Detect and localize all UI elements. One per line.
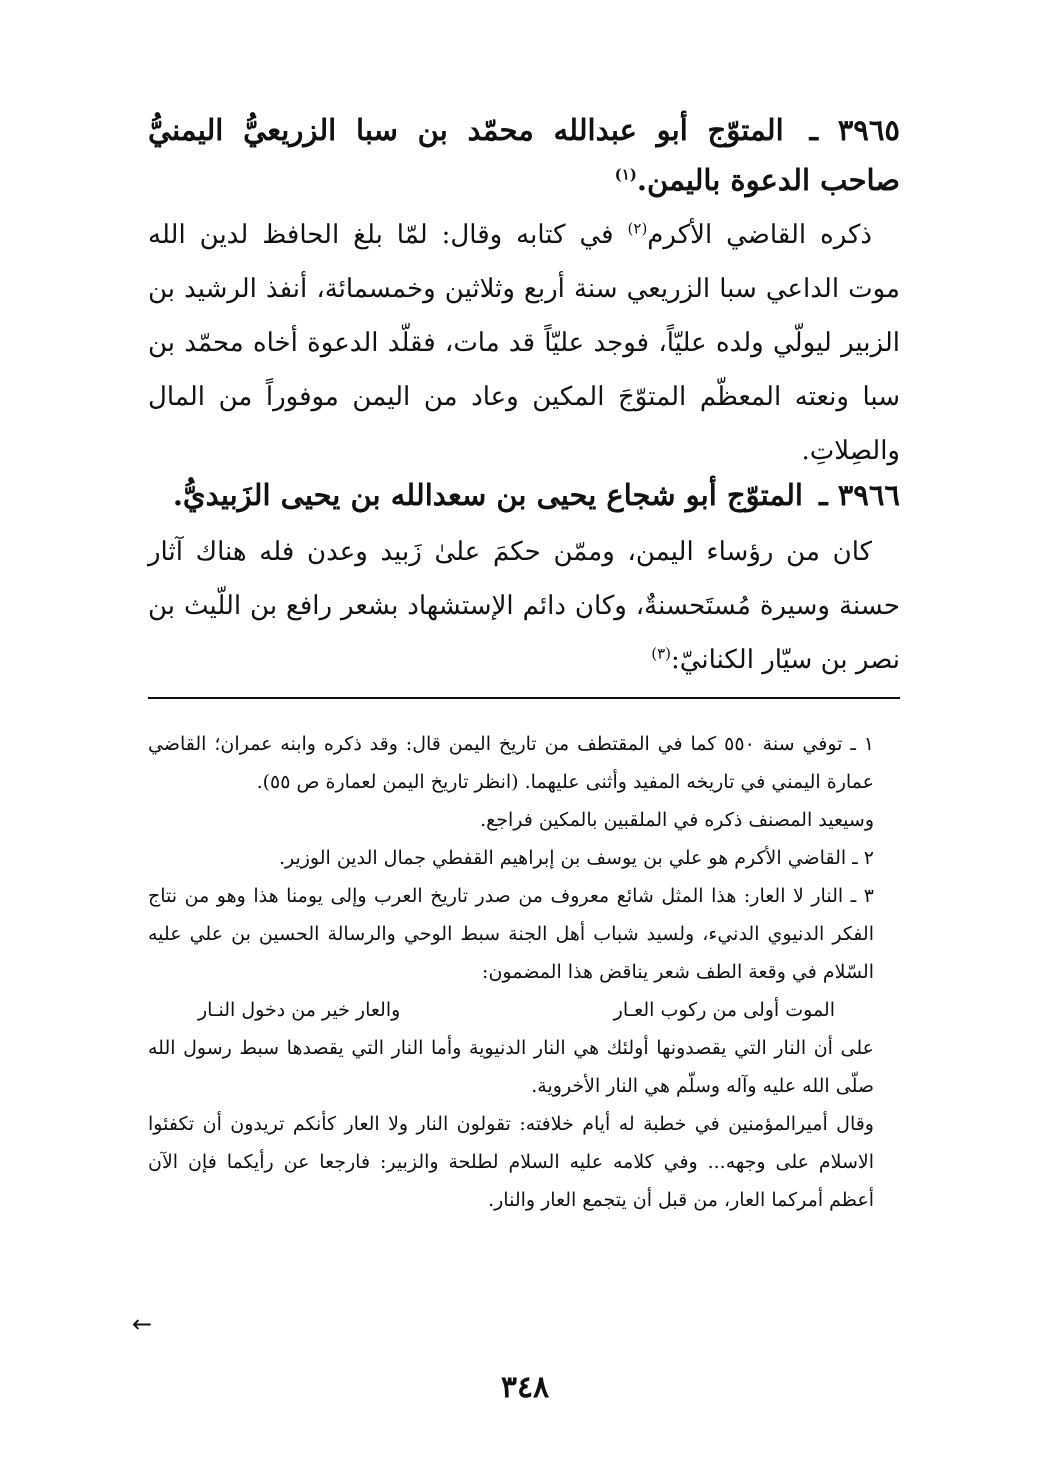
entry-heading-3966: [148, 470, 900, 520]
footnote-ref: (٣): [651, 644, 671, 663]
body-text: في كتابه وقال: لمّا بلغ الحافظ لدين الله موت الداعي سبا الزريعي سنة أربع وثلاثين وخمسمائة، أنفذ الرشيد بن الزبير ليولّي ولده عليّاً، فوجد عليّاً قد مات، فقلّد الدعوة أخاه محمّد بن سبا ونعته المعظّم المتوّجَ المكين وعاد من اليمن موفوراً من المال والصِلاتِ.: [148, 220, 900, 466]
body-text: كان من رؤساء اليمن، وممّن حكمَ علىٰ زَبيد وعدن فله هناك آثار حسنة وسيرة مُستَحسنةٌ، وكان دائم الإستشهاد بشعر رافع بن اللّيث بن نصر بن سيّار الكنانيّ:: [148, 537, 900, 675]
entry-title: المتوّج أبو عبدالله محمّد بن سبا الزريعيُّ اليمنيُّ صاحب الدعوة باليمن.: [148, 113, 900, 197]
entry-number: ٣٩٦٦ ـ: [819, 478, 900, 512]
footnote-ref: (٢): [627, 219, 648, 238]
footnote-divider: [148, 697, 900, 699]
footnote-3-continued: على أن النار التي يقصدونها أولئك هي النار الدنيوية وأما النار التي يقصدها سبط رسول الله صلّى الله عليه وآله وسلّم هي النار الأخروية.: [148, 1037, 874, 1097]
footnotes: [148, 725, 900, 1219]
entry-title: المتوّج أبو شجاع يحيى بن سعدالله بن يحيى الزَبيديُّ.: [172, 478, 803, 512]
verse-hemistich-right: الموت أولى من ركوب العـار: [613, 999, 835, 1021]
footnote-3-quote: وقال أميرالمؤمنين في خطبة له أيام خلافته: تقولون النار ولا العار كأنكم تريدون أن تكفئوا الاسلام على وجهه... وفي كلامه عليه السلام لطلحة والزبير: فارجعا عن رأيكما فإن الآن أعظم أمركما العار، من قبل أن يتجمع العار والنار.: [148, 1113, 874, 1211]
entry-number: ٣٩٦٥ ـ: [809, 113, 901, 147]
verse-hemistich-left: والعار خير من دخول النـار: [198, 999, 401, 1021]
body-text-start: ذكره القاضي الأكرم: [647, 220, 872, 250]
footnote-1: ١ ـ توفي سنة ٥٥٠ كما في المقتطف من تاريخ اليمن قال: وقد ذكره وابنه عمران؛ القاضي عمارة اليمني في تاريخه المفيد وأثنى عليهما. (انظر تاريخ اليمن لعمارة ص ٥٥).: [148, 733, 874, 793]
footnote-1-continued: وسيعيد المصنف ذكره في الملقبين بالمكين فراجع.: [480, 809, 874, 831]
page-number: ٣٤٨: [500, 1370, 550, 1405]
poem-verse: [148, 991, 900, 1029]
entry-body-3966: [148, 525, 900, 687]
footnote-ref: (١): [614, 165, 637, 184]
footnote-3: ٣ ـ النار لا العار: هذا المثل شائع معروف من صدر تاريخ العرب وإلى يومنا هذا وهو من نتاج الفكر الدنيوي الدنيء، ولسيد شباب أهل الجنة سبط الوحي والرسالة الحسين بن علي عليه السّلام في وقعة الطف شعر يناقض هذا المضمون:: [148, 885, 874, 983]
continuation-arrow-icon: ←: [132, 1310, 153, 1338]
entry-heading-3965: [148, 105, 900, 205]
footnote-2: ٢ ـ القاضي الأكرم هو علي بن يوسف بن إبراهيم القفطي جمال الدين الوزير.: [278, 847, 874, 869]
entry-body-3965: [148, 208, 900, 478]
